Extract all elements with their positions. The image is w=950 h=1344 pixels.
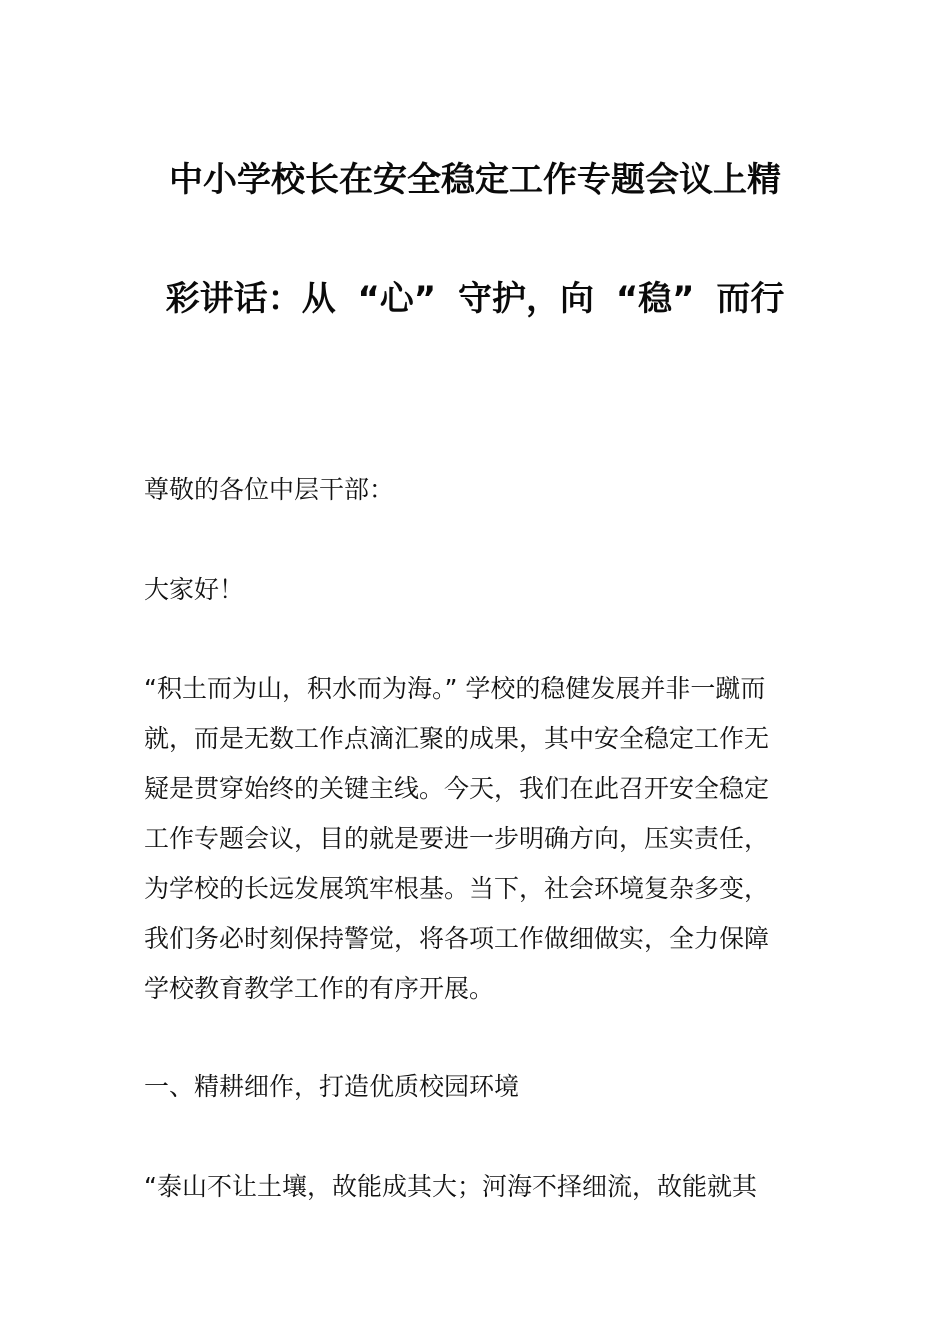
paragraph-line: 我们务必时刻保持警觉，将各项工作做细做实，全力保障 — [144, 924, 770, 953]
paragraph-line: 学校教育教学工作的有序开展。 — [144, 974, 495, 1003]
greeting: 大家好！ — [144, 575, 245, 604]
section-heading: 一、精耕细作，打造优质校园环境 — [144, 1072, 520, 1101]
salutation: 尊敬的各位中层干部： — [144, 475, 395, 504]
paragraph-line: 就，而是无数工作点滴汇聚的成果，其中安全稳定工作无 — [144, 724, 770, 753]
section-paragraph — [144, 1162, 812, 1212]
document-title-line-1: 中小学校长在安全稳定工作专题会议上精 — [169, 160, 781, 200]
opening-paragraph — [144, 664, 812, 1014]
paragraph-line: 疑是贯穿始终的关键主线。今天，我们在此召开安全稳定 — [144, 774, 770, 803]
paragraph-line: 为学校的长远发展筑牢根基。当下，社会环境复杂多变， — [144, 874, 770, 903]
paragraph-line: “泰山不让土壤，故能成其大；河海不择细流，故能就其 — [144, 1172, 757, 1201]
paragraph-line: 工作专题会议，目的就是要进一步明确方向，压实责任， — [144, 824, 770, 853]
document-title-line-2: 彩讲话：从 “心” 守护，向 “稳” 而行 — [165, 279, 785, 319]
paragraph-line: “积土而为山，积水而为海。” 学校的稳健发展并非一蹴而 — [144, 674, 766, 703]
